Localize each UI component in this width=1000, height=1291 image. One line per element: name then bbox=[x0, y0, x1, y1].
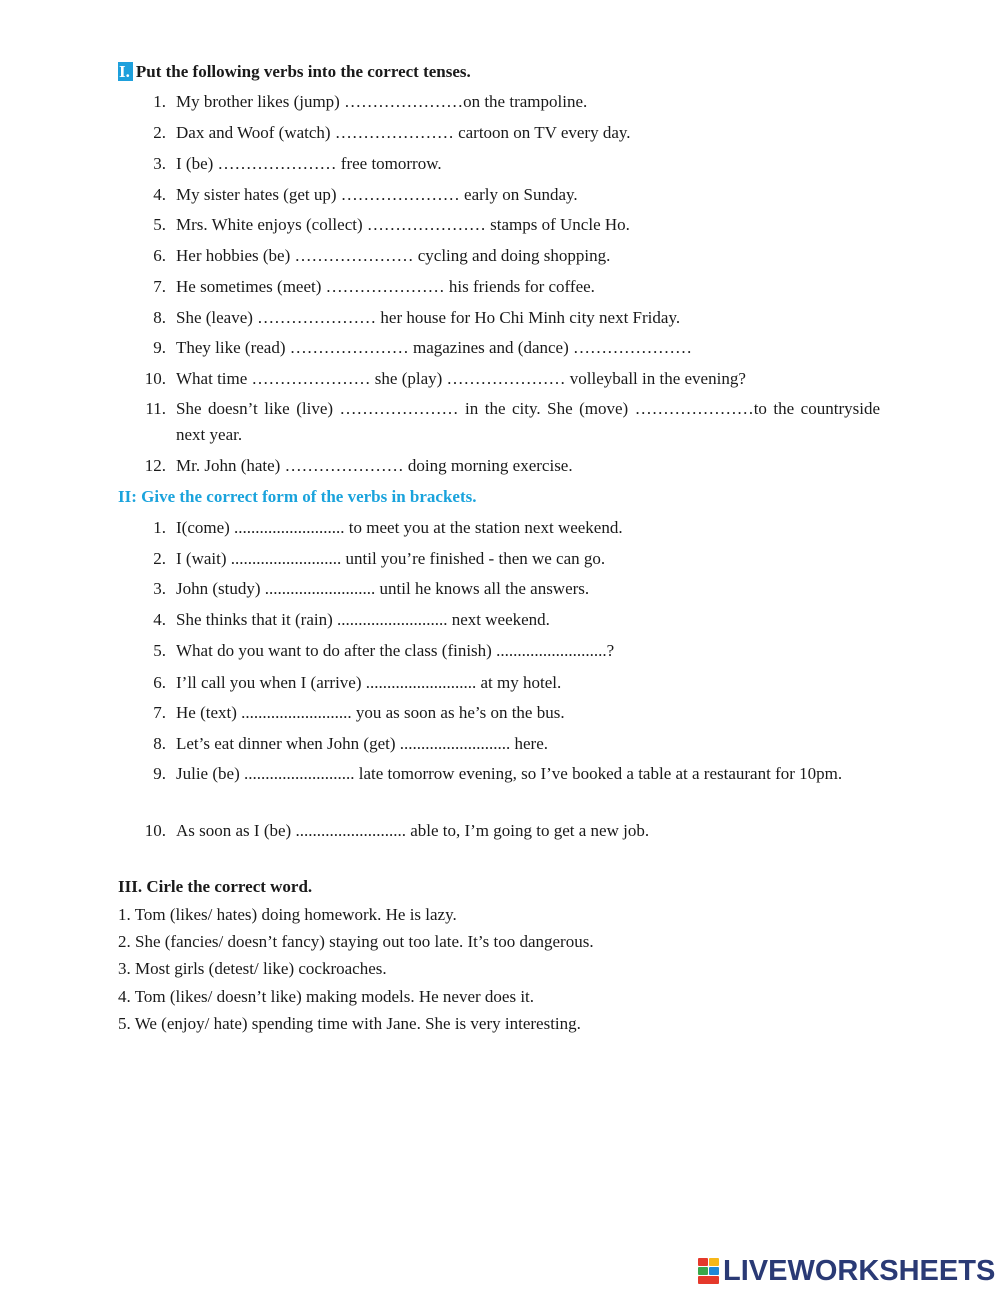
section-1-number: I. bbox=[118, 62, 133, 81]
list-item: 3. I (be) ………………… free tomorrow. bbox=[153, 154, 442, 173]
section-2-heading: II: Give the correct form of the verbs in brackets. bbox=[118, 487, 477, 506]
list-item: 11. She doesn’t like (live) ………………… in the city. She (move) …………………to the countryside next year. bbox=[145, 399, 880, 444]
list-item: 5. What do you want to do after the class (finish) ..........................? bbox=[153, 641, 615, 660]
section-1-title: Put the following verbs into the correct tenses. bbox=[135, 62, 471, 81]
list-item: 1. My brother likes (jump) …………………on the trampoline. bbox=[153, 92, 588, 111]
list-item: 10. What time ………………… she (play) ………………… volleyball in the evening? bbox=[144, 369, 746, 388]
list-item: 10. As soon as I (be) .......................... able to, I’m going to get a new job. bbox=[144, 821, 650, 840]
list-item: 4. She thinks that it (rain) .......................... next weekend. bbox=[153, 610, 550, 629]
list-item: 6. I’ll call you when I (arrive) .......................... at my hotel. bbox=[153, 673, 562, 692]
list-item: 5. We (enjoy/ hate) spending time with Jane. She is very interesting. bbox=[118, 1014, 581, 1033]
list-item: 7. He (text) .......................... you as soon as he’s on the bus. bbox=[153, 703, 565, 722]
logo-text: LIVEWORKSHEETS bbox=[723, 1254, 996, 1287]
list-item: 3. Most girls (detest/ like) cockroaches. bbox=[118, 959, 387, 978]
list-item: 2. I (wait) .......................... until you’re finished - then we can go. bbox=[153, 549, 606, 568]
list-item: 9. Julie (be) .......................... late tomorrow evening, so I’ve booked a table at a restaurant for 10pm. bbox=[153, 764, 843, 783]
list-item: 7. He sometimes (meet) ………………… his friends for coffee. bbox=[153, 277, 595, 296]
list-item: 1. I(come) .......................... to meet you at the station next weekend. bbox=[153, 518, 623, 537]
list-item: 4. My sister hates (get up) ………………… early on Sunday. bbox=[153, 185, 578, 204]
list-item: 5. Mrs. White enjoys (collect) ………………… stamps of Uncle Ho. bbox=[153, 215, 630, 234]
list-item: 4. Tom (likes/ doesn’t like) making models. He never does it. bbox=[118, 987, 535, 1006]
section-1-heading bbox=[118, 62, 471, 82]
liveworksheets-logo bbox=[698, 1254, 995, 1288]
list-item: 6. Her hobbies (be) ………………… cycling and doing shopping. bbox=[153, 246, 611, 265]
list-item: 12. Mr. John (hate) ………………… doing morning exercise. bbox=[144, 456, 573, 475]
list-item: 8. Let’s eat dinner when John (get) .......................... here. bbox=[153, 734, 549, 753]
list-item: 8. She (leave) ………………… her house for Ho Chi Minh city next Friday. bbox=[153, 308, 681, 327]
list-item: 2. She (fancies/ doesn’t fancy) staying out too late. It’s too dangerous. bbox=[118, 932, 594, 951]
list-item: 3. John (study) .......................... until he knows all the answers. bbox=[153, 579, 590, 598]
list-item: 9. They like (read) ………………… magazines and (dance) ………………… bbox=[153, 338, 692, 357]
liveworksheets-logo-icon bbox=[698, 1258, 720, 1284]
list-item: 1. Tom (likes/ hates) doing homework. He is lazy. bbox=[118, 905, 457, 924]
list-item: 2. Dax and Woof (watch) ………………… cartoon on TV every day. bbox=[153, 123, 631, 142]
section-3-heading: III. Cirle the correct word. bbox=[118, 877, 313, 896]
